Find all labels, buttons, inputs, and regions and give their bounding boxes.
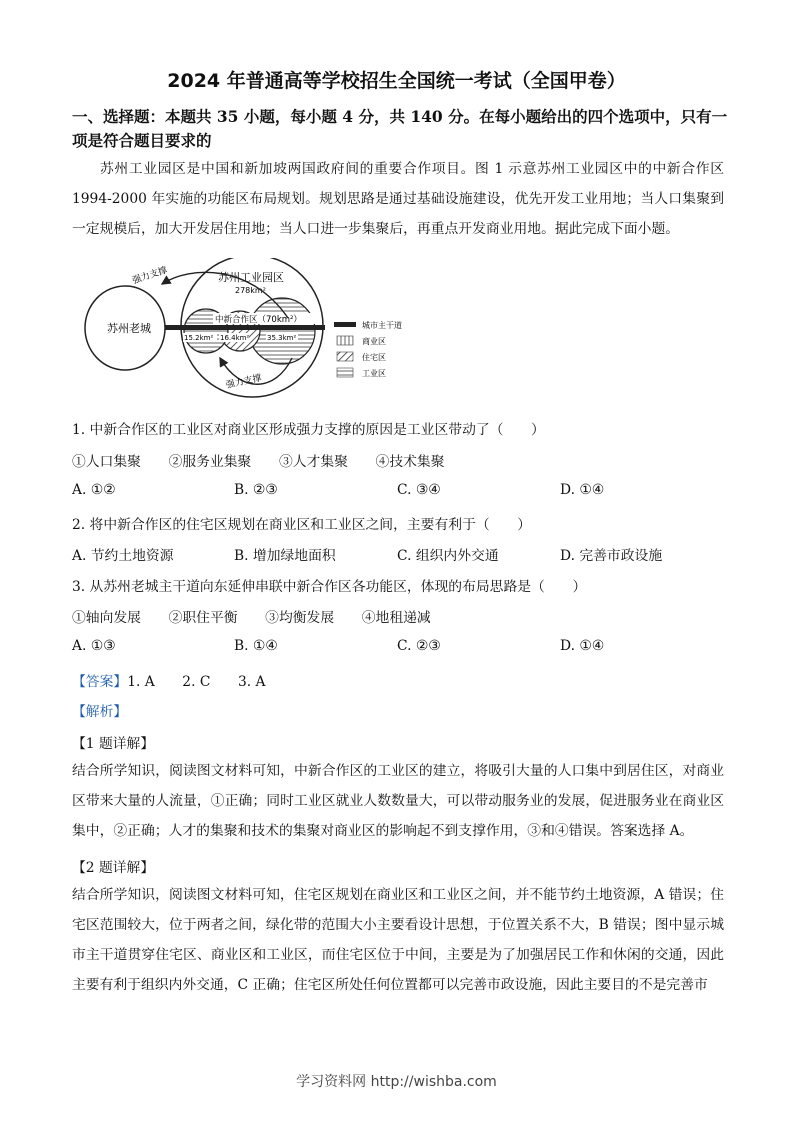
question-2-option-c: C. 组织内外交通	[397, 548, 499, 564]
analysis-label: 【解析】	[72, 704, 128, 720]
old-city-label: 苏州老城	[107, 322, 151, 335]
figure-1-zoning-diagram	[80, 258, 440, 408]
detail-1-text: 结合所学知识，阅读图文材料可知，中新合作区的工业区的建立，将吸引大量的人口集中到居住区，对商业区带来大量的人流量，①正确；同时工业区就业人数数量大，可以带动服务业的发展，促进服务业在商业区集中，②正确；人才的集聚和技术的集聚对商业区的影响起不到支撑作用，③和④错误。答案选择 A。	[72, 763, 724, 839]
question-3-option-d: D. ①④	[560, 638, 605, 654]
intro-paragraph: 苏州工业园区是中国和新加坡两国政府间的重要合作项目。图 1 示意苏州工业园区中的中新合作区 1994-2000 年实施的功能区布局规划。规划思路是通过基础设施建设，优先开发工业用地；当人口集聚到一定规模后，加大开发居住用地；当人口进一步集聚后，再重点开发商业用地。据此完成下面小题。	[72, 161, 724, 237]
detail-1-label: 【1 题详解】	[72, 736, 155, 752]
question-1-option-d: D. ①④	[560, 482, 605, 498]
park-area-label: 278km²	[235, 286, 266, 295]
answer-label: 【答案】	[72, 674, 128, 690]
detail-2-label: 【2 题详解】	[72, 860, 155, 876]
legend-commercial: 商业区	[362, 337, 386, 346]
question-3-option-b: B. ①④	[234, 638, 278, 654]
main-road	[165, 325, 325, 330]
exam-title: 2024 年普通高等学校招生全国统一考试（全国甲卷）	[167, 70, 626, 92]
figure-legend	[334, 320, 402, 378]
commercial-area-label: 15.2km²	[184, 334, 214, 342]
support-label-bottom: 强力支撑	[225, 373, 263, 391]
question-1-option-b: B. ②③	[234, 482, 278, 498]
section-heading: 一、选择题：本题共 35 小题，每小题 4 分，共 140 分。在每小题给出的四个选项中，只有一项是符合题目要求的	[72, 107, 728, 150]
park-name-label: 苏州工业园区	[218, 271, 284, 284]
legend-industrial: 工业区	[362, 369, 386, 378]
legend-road: 城市主干道	[362, 321, 402, 330]
legend-residential: 住宅区	[362, 353, 386, 362]
question-1-stem: 1. 中新合作区的工业区对商业区形成强力支撑的原因是工业区带动了（ ）	[72, 422, 545, 438]
answer-line	[72, 670, 266, 690]
footer-watermark: 学习资料网 http://wishba.com	[296, 1074, 497, 1090]
industrial-area-label: 35.3km²	[267, 334, 297, 342]
residential-area-label: 16.4km²	[220, 334, 250, 342]
question-1-option-c: C. ③④	[397, 482, 441, 498]
question-2-option-a: A. 节约土地资源	[72, 548, 174, 564]
question-1-items: ①人口集聚 ②服务业集聚 ③人才集聚 ④技术集聚	[72, 454, 445, 470]
answer-text: 1. A 2. C 3. A	[127, 674, 266, 690]
question-2-stem: 2. 将中新合作区的住宅区规划在商业区和工业区之间，主要有利于（ ）	[72, 517, 532, 533]
question-2-option-d: D. 完善市政设施	[560, 548, 663, 564]
detail-2-text: 结合所学知识，阅读图文材料可知，住宅区规划在商业区和工业区之间，并不能节约土地资源，A 错误；住宅区范围较大，位于两者之间，绿化带的范围大小主要看设计思想，于位置关系不大，B 错误；图中显示城市主干道贯穿住宅区、商业区和工业区，而住宅区位于中间，主要是为了加强居民工作和休闲的交通，因此主要有利于组织内外交通，C 正确；住宅区所处任何位置都可以完善市政设施，因此主要目的不是完善市	[72, 887, 724, 993]
question-3-option-c: C. ②③	[397, 638, 441, 654]
question-3-stem: 3. 从苏州老城主干道向东延伸串联中新合作区各功能区，体现的布局思路是（ ）	[72, 579, 587, 595]
question-2-option-b: B. 增加绿地面积	[234, 548, 336, 564]
support-label-top: 强力支撑	[131, 265, 169, 287]
question-1-option-a: A. ①②	[72, 482, 116, 498]
question-3-option-a: A. ①③	[72, 638, 116, 654]
cooperation-zone-label: 中新合作区（70km²）	[215, 315, 302, 325]
question-3-items: ①轴向发展 ②职住平衡 ③均衡发展 ④地租递减	[72, 610, 431, 626]
